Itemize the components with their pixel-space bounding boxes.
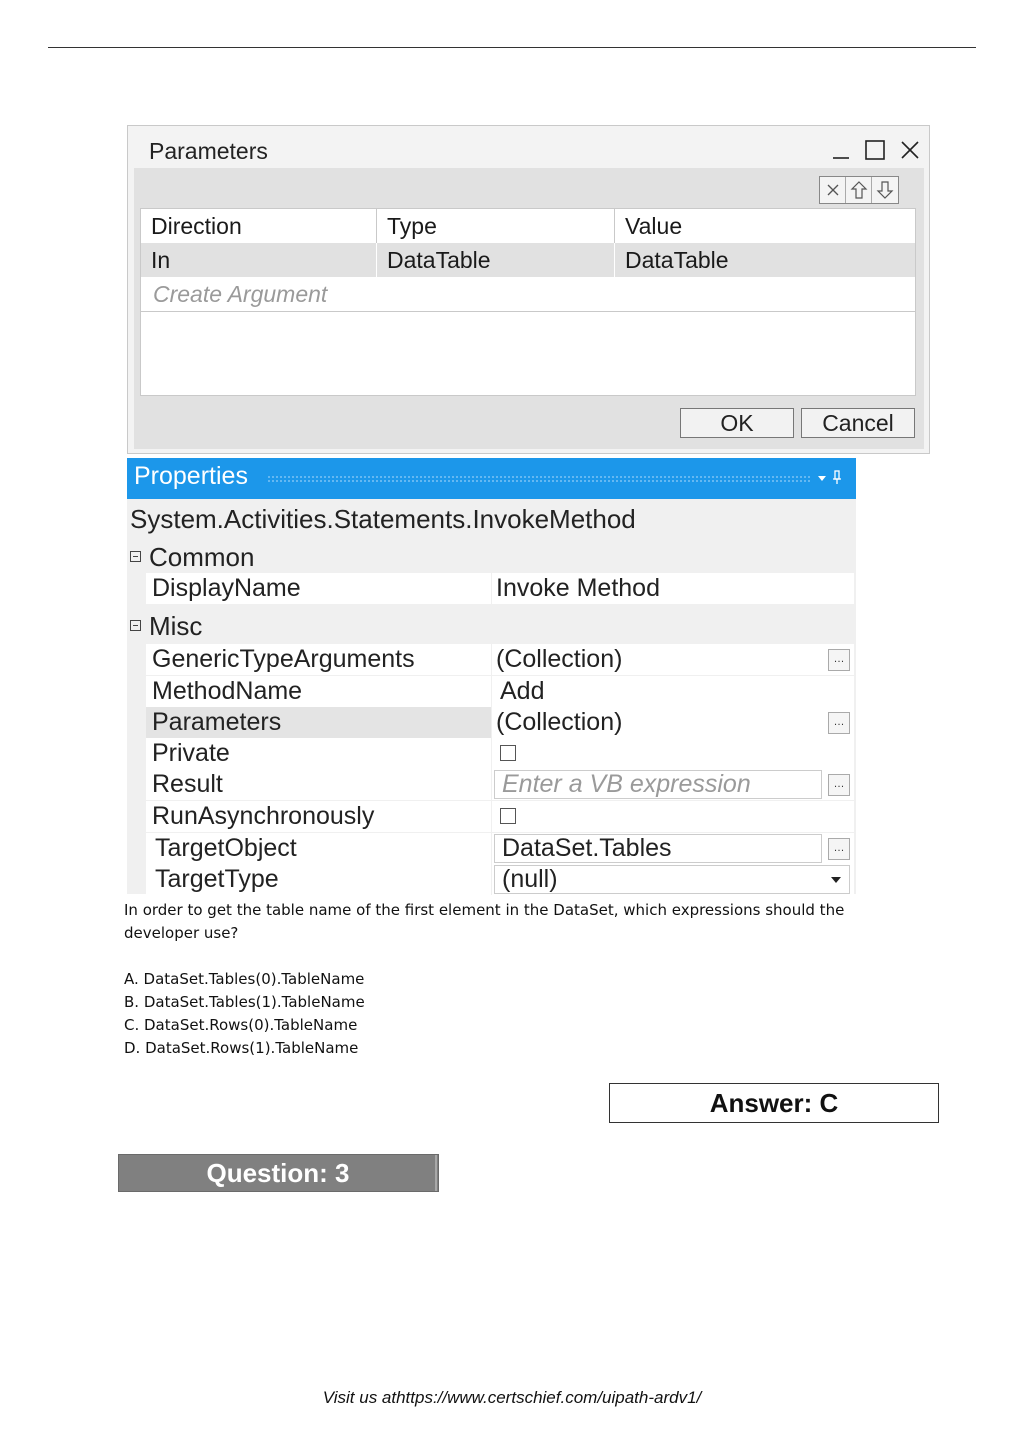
header-grip — [267, 475, 811, 483]
property-name: RunAsynchronously — [152, 802, 375, 830]
property-value[interactable]: (Collection) — [496, 708, 623, 736]
column-header-type[interactable]: Type — [377, 209, 615, 243]
table-header — [141, 209, 915, 244]
column-divider — [491, 801, 492, 832]
ellipsis-button[interactable]: … — [828, 774, 850, 796]
private-checkbox[interactable] — [500, 745, 516, 761]
move-down-icon[interactable] — [872, 177, 898, 203]
answer-box: Answer: C — [609, 1083, 939, 1123]
property-name: GenericTypeArguments — [152, 645, 415, 673]
question-number: Question: 3 — [206, 1158, 350, 1188]
arguments-table — [140, 208, 916, 396]
property-row-methodname[interactable] — [146, 676, 854, 707]
dialog-body — [134, 168, 924, 449]
create-argument-placeholder[interactable]: Create Argument — [153, 281, 328, 307]
delete-argument-icon[interactable] — [820, 177, 846, 203]
option-d: D. DataSet.Rows(1).TableName — [124, 1039, 359, 1057]
property-name: Parameters — [152, 708, 282, 736]
property-value[interactable]: Add — [500, 677, 545, 705]
option-a: A. DataSet.Tables(0).TableName — [124, 970, 365, 988]
property-name: TargetObject — [155, 834, 297, 862]
column-divider — [491, 864, 492, 895]
question-banner — [118, 1154, 439, 1192]
top-rule — [48, 47, 976, 48]
property-name: Private — [152, 739, 230, 767]
property-row-parameters[interactable] — [146, 707, 854, 738]
column-divider — [491, 738, 492, 769]
maximize-icon[interactable] — [863, 138, 887, 162]
property-name: TargetType — [155, 865, 279, 893]
properties-panel — [127, 458, 856, 894]
property-row-targetobject[interactable] — [146, 833, 854, 864]
result-placeholder[interactable]: Enter a VB expression — [502, 770, 751, 798]
cancel-button[interactable]: Cancel — [801, 408, 915, 438]
collapse-icon[interactable] — [130, 551, 141, 562]
table-row[interactable] — [141, 243, 915, 277]
property-row-result[interactable] — [146, 769, 854, 800]
category-label: Common — [149, 542, 255, 572]
option-b: B. DataSet.Tables(1).TableName — [124, 993, 365, 1011]
column-divider — [491, 833, 492, 864]
value-cell[interactable]: DataTable — [625, 247, 729, 273]
ellipsis-button[interactable]: … — [828, 712, 850, 734]
property-row-targettype[interactable] — [146, 864, 854, 894]
property-row-generictypearguments[interactable] — [146, 644, 854, 675]
parameters-dialog — [127, 125, 930, 454]
argument-toolbar — [819, 176, 899, 204]
property-value[interactable]: (Collection) — [496, 645, 623, 673]
property-value[interactable]: DataSet.Tables — [502, 834, 672, 862]
activity-type-label: System.Activities.Statements.InvokeMethod — [130, 504, 636, 534]
collapse-icon[interactable] — [130, 620, 141, 631]
property-row-runasynchronously[interactable] — [146, 801, 854, 832]
column-divider — [491, 573, 492, 604]
property-name: DisplayName — [152, 574, 301, 602]
category-label: Misc — [149, 611, 203, 641]
property-value[interactable]: Invoke Method — [496, 574, 660, 602]
footer-link[interactable]: Visit us athttps://www.certschief.com/uipath-ardv1/ — [322, 1388, 702, 1407]
property-value[interactable]: (null) — [502, 865, 558, 893]
dialog-title: Parameters — [149, 138, 268, 164]
question-text: In order to get the table name of the first element in the DataSet, which expressions should the developer use? — [124, 901, 845, 942]
close-icon[interactable] — [898, 138, 922, 162]
move-up-icon[interactable] — [846, 177, 872, 203]
banner-divider — [435, 1155, 437, 1191]
property-name: Result — [152, 770, 223, 798]
type-cell[interactable]: DataTable — [377, 243, 615, 277]
column-divider — [491, 769, 492, 800]
create-argument-row[interactable] — [141, 277, 915, 312]
column-divider — [491, 707, 492, 738]
minimize-icon[interactable] — [829, 138, 853, 162]
column-header-value[interactable]: Value — [625, 213, 683, 239]
dropdown-pin-icon[interactable] — [816, 468, 846, 491]
property-row-private[interactable] — [146, 738, 854, 769]
runasynchronously-checkbox[interactable] — [500, 808, 516, 824]
ellipsis-button[interactable]: … — [828, 838, 850, 860]
property-row-displayname[interactable] — [146, 573, 854, 604]
column-header-direction[interactable]: Direction — [141, 209, 377, 243]
column-divider — [491, 676, 492, 707]
column-divider — [491, 644, 492, 675]
property-name: MethodName — [152, 677, 303, 705]
properties-header — [127, 458, 856, 499]
properties-title: Properties — [134, 462, 248, 490]
direction-cell[interactable]: In — [141, 243, 377, 277]
ellipsis-button[interactable]: … — [828, 649, 850, 671]
chevron-down-icon[interactable] — [831, 877, 841, 883]
option-c: C. DataSet.Rows(0).TableName — [124, 1016, 358, 1034]
ok-button[interactable]: OK — [680, 408, 794, 438]
